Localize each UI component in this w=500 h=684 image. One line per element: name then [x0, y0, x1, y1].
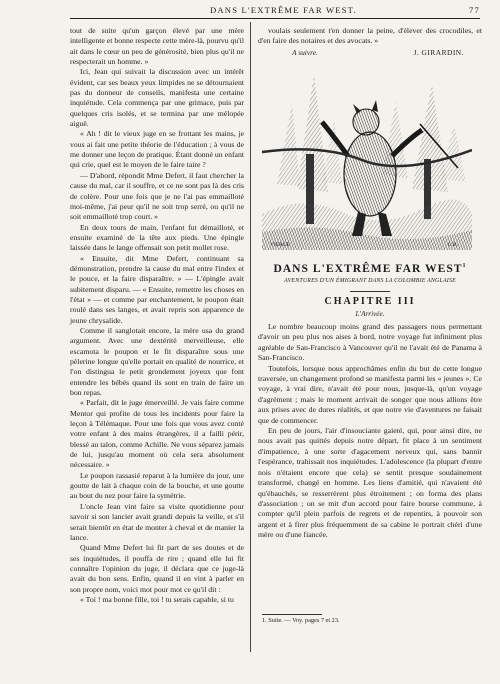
- paragraph: « Ah ! dit le vieux juge en se frottant les mains, je vous ai fait une petite théorie de l'éducation ; à vous de me donner une leçon de pratique. Étant donné un enfant qui crie, quel est le moyen de le faire taire ?: [70, 129, 244, 170]
- paragraph: Toutefois, lorsque nous approchâmes enfin du but de cette longue traversée, un changement profond se manifesta parmi les « jeunes ». Ce voyage, à vrai dire, n'avait été pour nous, jusque-là, qu'un voyage d'agrément ; mais le moment arrivait de songer que nous allions être aux prises avec de dures réalités, et que notre vie d'aventures ne faisait que de commencer.: [258, 363, 482, 425]
- paragraph: « Ensuite, dit Mme Defert, continuant sa démonstration, prendre la cause du mal entre l'index et le pouce, et la faire disparaître. » — L'épingle avait subitement disparu. — « Ensuite, remettre les choses en l'état » — et comme par enchantement, le poupon était roulé dans ses langes, et avait repris son apparence de jeune chrysalide.: [70, 253, 244, 325]
- section-subtitle: AVENTURES D'UN ÉMIGRANT DANS LA COLOMBIE ANGLAISE: [284, 278, 456, 284]
- chapter-subtitle: L'Arrivée.: [355, 310, 385, 318]
- paragraph: En peu de jours, l'air d'insouciante gaieté, qui, pour ainsi dire, ne nous avait pas quittés depuis notre départ, fit place à un sentiment d'impatience, à une sorte d'agacement nerveux qui, sans bannir l'espérance, trahissait nos inquiétudes. L'adolescence (la plupart d'entre nois n'étaient encore que cela) se sentit presque soudainement transformé, changé en homme. Les liens d'amitié, qui n'avaient été qu'ébauchés, se resserrèrent plus étroitement ; on forma des plans d'association ; on se mit d'un accord pour faire bourse commune, à compter qu'il plein parfois de regrets et de repentirs, à pouvoir son argent et à firer plus fréquemment de sa cabine le portrait chéri d'une mère ou d'une fiancée.: [258, 426, 482, 540]
- paragraph: Le nombre beaucoup moins grand des passagers nous permettant d'avoir un peu plus nos aises à bord, notre voyage fut infiniment plus agréable de San-Francisco à Vancouver qu'il ne l'avait été de Panama à San-Francisco.: [258, 322, 482, 363]
- footnote: 1. Suite. — Voy. pages 7 et 23.: [262, 617, 340, 624]
- title-rule: [350, 291, 390, 292]
- paragraph: Quand Mme Defert lui fit part de ses doutes et de ses inquiétudes, il pouffa de rire ; quand elle lui fit connaître l'opinion du juge, il déclara que ce juge-là avait du bon sens. Enfin, quand il en vint à parler en son propre nom, voici mot pour mot ce qu'il dit :: [70, 543, 244, 594]
- left-column: [70, 26, 244, 605]
- section-title-text: DANS L'EXTRÊME FAR WEST: [273, 262, 463, 275]
- paragraph: Comme il sanglotait encore, la mère usa du grand argument. Avec une dextérité merveilleuse, elle escamota le poupon et le fit disparaître sous une pèlerine longue qu'elle portait en qualité de nourrice, et l'on distingua le petit grondement joyeux que font entendre les bébés quand ils sont en train de faire un bon repas.: [70, 325, 244, 398]
- footnote-rule: [262, 614, 322, 615]
- section-title: [258, 262, 482, 275]
- running-header: [70, 4, 480, 19]
- column-divider: [250, 22, 251, 652]
- paragraph: Le poupon rassasié reparut à la lumière du jour, une goutte de lait à chaque coin de la bouche, et une goutte au bout du nez pour faire la symétrie.: [70, 470, 244, 501]
- engraving-illustration: [262, 64, 472, 250]
- chapter-body: [258, 322, 482, 541]
- paragraph: — D'abord, répondit Mme Defert, il faut chercher la cause du mal, car il souffre, et ce ne sont pas là des cris de colère. Pour une fois que je ne l'ai pas emmailloté moi-même, j'ai peur qu'il ne soit trop serré, ou qu'il ne soit emmailloté trop court. »: [70, 170, 244, 222]
- artist-signature-left: VIERGE: [270, 242, 291, 248]
- right-column-top: [258, 26, 482, 58]
- paragraph: En deux tours de main, l'enfant fut démailloté, et ensuite examiné de la tête aux pieds. Une épingle laissée dans le lange offensait son petit mollet rose.: [70, 222, 244, 253]
- paragraph: Ici, Jean qui suivait la discussion avec un intérêt évident, car ses beaux yeux limpides ne se détournaient pas du donneur de conseils, manifesta une certaine inquiétude. Cela commença par une grimace, puis par quelques cris isolés, et se termina par une mélopée aiguë.: [70, 67, 244, 129]
- author-name: J. GIRARDIN.: [413, 47, 464, 57]
- story-signature: [258, 48, 482, 58]
- artist-signature-right: C.B.: [448, 242, 459, 248]
- paragraph: L'oncle Jean vint faire sa visite quotidienne pour savoir si son lancier avait grandi depuis la veille, et s'il serait bientôt en état de monter à cheval et de manier la lance.: [70, 501, 244, 542]
- running-title: DANS L'EXTRÊME FAR WEST.: [210, 5, 357, 15]
- paragraph: « Toi ! ma bonne fille, toi ! tu serais capable, si tu: [80, 594, 234, 604]
- paragraph: « Parfait, dit le juge émerveillé. Je vais faire comme Mentor qui profite de tous les incidents pour faire la leçon à Télémaque. Pour une fois que vous avez conté votre enfant à des mains étrangères, il a failli périr, blessé au talon, comme Achille. Ne vous séparez jamais de lui, jusqu'au moment où cela sera absolument nécessaire. »: [70, 398, 244, 470]
- continuation-paragraph: voulais seulement t'en donner la peine, d'élever des crocodiles, et d'en faire des notaires et des avocats. »: [258, 26, 482, 46]
- chapter-title: CHAPITRE III: [324, 296, 416, 307]
- paragraph: tout de suite qu'un garçon élevé par une mère intelligente et bonne respecte cette mère-là, pourvu qu'il ait dans le cœur un peu de générosité, bien plus qu'il ne respecterait un homme. »: [70, 26, 244, 67]
- footnote-marker: 1: [462, 263, 467, 270]
- to-be-continued: A suivre.: [292, 47, 318, 57]
- engraving-drawing: [262, 64, 472, 250]
- page-number: 77: [469, 5, 480, 15]
